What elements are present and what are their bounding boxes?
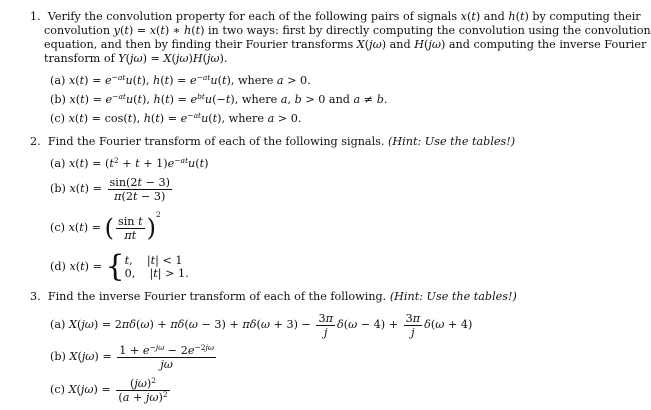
fraction: $\frac{(j\omega)^2}{(a + j\omega)^2}$ <box>118 375 168 404</box>
problem-2b: (b) x(t) = $\frac{\sin(2t - 3)}{\pi(2t - 3)}$ <box>50 175 170 203</box>
problem-2d: (d) x(t) = { t, |t| < 1 0, |t| > 1. <box>50 249 189 284</box>
problem-1b: (b) $x(t) = e^{-at}u(t)$, $h(t) = e^{bt}u(-t)$, where a, b > 0 and a ≠ b. <box>50 92 388 106</box>
piecewise-cases: t, |t| < 1 0, |t| > 1. <box>124 254 189 280</box>
fraction: $\frac{1 + e^{-j\omega} - 2e^{-2j\omega}}{j\omega}$ <box>119 342 214 371</box>
problem-3c: (c) X(jω) = $\frac{(j\omega)^2}{(a + j\omega)^2}$ <box>50 375 168 404</box>
fraction: $\frac{\sin(2t - 3)}{\pi(2t - 3)}$ <box>109 175 170 203</box>
problem-3-intro: 3. Find the inverse Fourier transform of each of the following. (Hint: Use the tables!) <box>30 290 517 303</box>
problem-1-line-1: 1. Verify the convolution property for each of the following pairs of signals x(t) and h(t) by computing their <box>30 10 641 23</box>
problem-1c: (c) x(t) = cos(t), $h(t) = e^{-at}u(t)$, where a > 0. <box>50 111 302 125</box>
problem-1-line-4: transform of Y(jω) = X(jω)H(jω). <box>44 52 228 65</box>
problem-3a: (a) X(jω) = 2πδ(ω) + πδ(ω − 3) + πδ(ω + 3) − $\frac{3\pi}{j}$ δ(ω − 4) + $\frac{3\pi}{j}$ δ(ω + 4) <box>50 311 473 339</box>
problem-3b: (b) X(jω) = $\frac{1 + e^{-j\omega} - 2e^{-2j\omega}}{j\omega}$ <box>50 342 214 371</box>
problem-1-line-3: equation, and then by finding their Fourier transforms X(jω) and H(jω) and computing the inverse Fourier <box>44 38 647 51</box>
problem-2c: (c) x(t) = ( $\frac{\text{sin t}}{\pi t}$ )$^2$ <box>50 210 161 242</box>
fraction: $\frac{\text{sin t}}{\pi t}$ <box>117 214 143 242</box>
problem-2-intro: 2. Find the Fourier transform of each of the following signals. (Hint: Use the tables!) <box>30 135 516 148</box>
problem-2a: (a) $x(t) = (t^2 + t + 1)e^{-at}u(t)$ <box>50 156 209 170</box>
problem-1-line-2: convolution y(t) = x(t) ∗ h(t) in two ways: first by directly computing the convolution using the convolution <box>44 24 651 37</box>
problem-1a: (a) $x(t) = e^{-at}u(t)$, $h(t) = e^{-at}u(t)$, where a > 0. <box>50 73 311 87</box>
